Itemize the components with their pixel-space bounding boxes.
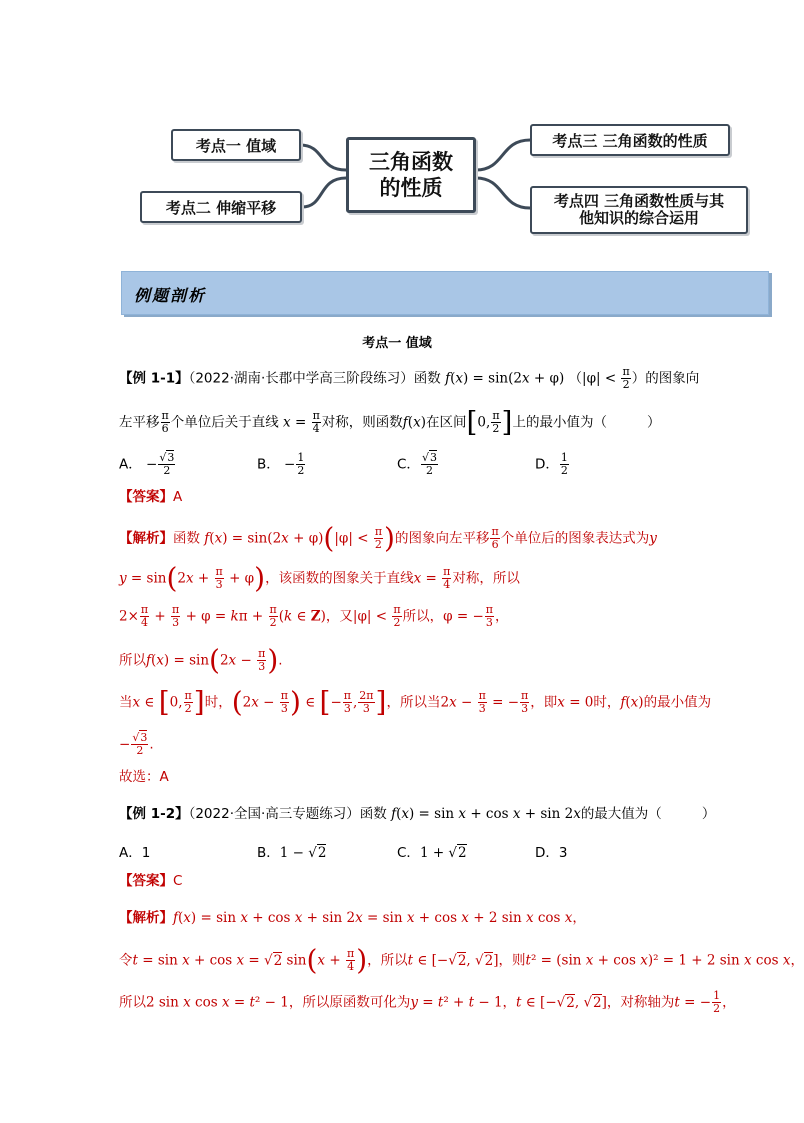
ex2-answer: 【答案】C — [119, 873, 183, 889]
ex1-analysis-line4: 所以f(x) = sin(2x − $\frac{\pi}{3}$ ). — [119, 643, 283, 677]
ex1-answer: 【答案】A — [119, 489, 183, 505]
ex1-conclusion: 故选：A — [119, 769, 169, 785]
ex2-analysis-line1: 【解析】f(x) = sin x + cos x + sin 2x = sin x + cos x + 2 sin x cos x， — [119, 910, 586, 926]
section-title: 考点一 值域 — [362, 336, 432, 351]
section-banner: 例题剖析 — [121, 271, 769, 315]
ex2-analysis-line3: 所以2 sin x cos x = t² − 1，所以原函数可化为y = t² + t − 1，t ∈ [−√2, √2]，对称轴为t = − $\frac{1}{2}$ ， — [119, 989, 736, 1015]
ex1-question-line2: 左平移 $\frac{\pi}{6}$ 个单位后关于直线 x = $\frac{\pi}{4}$ 对称，则函数f(x)在区间[0, $\frac{\pi}{2}$ ]上的最小值为（ ） — [119, 405, 661, 439]
ex1-analysis-line6: − $\frac{√3}{2}$ . — [119, 731, 154, 757]
mindmap-center: 三角函数 的性质 — [346, 137, 476, 213]
mindmap-topic-4: 考点四 三角函数性质与其 他知识的综合运用 — [530, 186, 748, 234]
mindmap-topic-2: 考点二 伸缩平移 — [140, 191, 302, 223]
ex1-question-line1: 【例 1-1】（2022·湖南·长郡中学高三阶段练习）函数 f(x) = sin(2x + φ) （|φ| < $\frac{\pi}{2}$ ）的图象向 — [119, 365, 700, 391]
ex1-analysis-line2: y = sin(2x + $\frac{\pi}{3}$ + φ)，该函数的图象关于直线x = $\frac{\pi}{4}$ 对称，所以 — [119, 561, 520, 595]
ex2-analysis-line2: 令t = sin x + cos x = √2 sin(x + $\frac{\pi}{4}$ )，所以t ∈ [−√2, √2]，则t² = (sin x + cos x)² = 1 + 2 sin x cos x， — [119, 943, 804, 977]
ex1-analysis-line3: 2× $\frac{\pi}{4}$ + $\frac{\pi}{3}$ + φ = kπ + $\frac{\pi}{2}$ (k ∈ Z)，又|φ| < $\frac{\pi}{2}$ 所以，φ = − $\frac{\pi}{3}$ ， — [119, 603, 509, 629]
ex1-analysis-line5: 当x ∈ [0, $\frac{\pi}{2}$ ]时，(2x − $\frac{\pi}{3}$ ) ∈ [− $\frac{\pi}{3}$ , $\frac{2\pi}{3}$ ]，所以当2x − $\frac{\pi}{3}$ = − $\frac{\pi}{3}$ ，即x = 0时，f(x)的最小值为 — [119, 685, 712, 719]
ex1-analysis-line1: 【解析】函数 f(x) = sin(2x + φ)(|φ| < $\frac{\pi}{2}$ )的图象向左平移 $\frac{\pi}{6}$ 个单位后的图象表达式为y — [119, 521, 657, 555]
mindmap-topic-1: 考点一 值域 — [171, 129, 301, 161]
ex2-question: 【例 1-2】（2022·全国·高三专题练习）函数 f(x) = sin x + cos x + sin 2x的最大值为（ ） — [119, 806, 716, 822]
mindmap-topic-3: 考点三 三角函数的性质 — [530, 124, 730, 156]
